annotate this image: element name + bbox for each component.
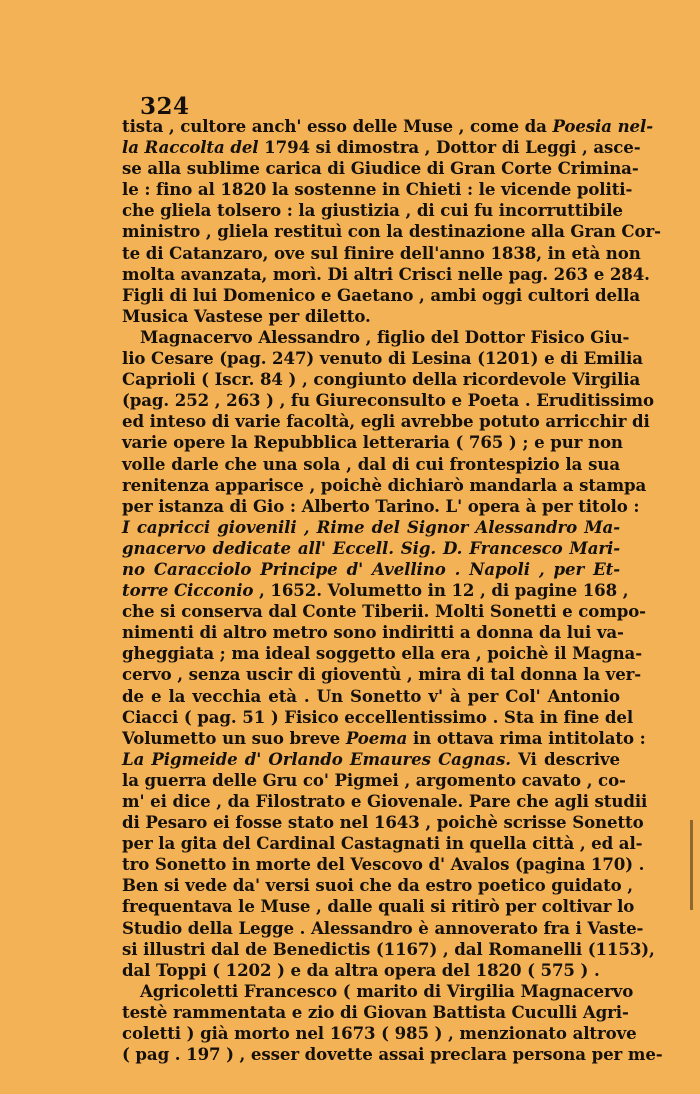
text-line: [122, 454, 620, 475]
text-line: [122, 559, 620, 580]
text-line: [122, 306, 620, 327]
text-segment: coletti ) già morto nel 1673 ( 985 ) , menzionato altrove: [122, 1023, 637, 1044]
text-line: [122, 137, 641, 158]
text-segment: che si conserva dal Conte Tiberii. Molti Sonetti e compo-: [122, 601, 646, 622]
text-line: [122, 622, 624, 643]
text-line: [122, 116, 653, 137]
text-line: [122, 580, 629, 601]
text-segment: , 1652. Volumetto in 12 , di pagine 168 ,: [253, 580, 629, 601]
margin-mark: [690, 820, 693, 910]
text-line: [122, 242, 641, 264]
text-line: [122, 601, 646, 622]
text-line: [122, 158, 639, 179]
text-line: [122, 432, 623, 453]
text-segment: Ciacci ( pag. 51 ) Fisico eccellentissimo . Sta in fine del: [122, 706, 634, 727]
text-segment: te di Catanzaro, ove sul finire dell'anno 1838, in età non: [122, 242, 641, 263]
text-line: [122, 411, 650, 432]
italic-text: I capricci giovenili , Rime del Signor Alessandro Ma-: [122, 516, 620, 537]
text-line: [122, 980, 634, 1002]
italic-text: Poema: [345, 727, 408, 748]
text-segment: m' ei dice , da Filostrato e Giovenale. Pare che agli studii: [122, 791, 648, 811]
text-segment: frequentava le Muse , dalle quali si ritirò per coltivar lo: [122, 896, 635, 917]
text-line: [122, 326, 630, 348]
text-segment: nimenti di altro metro sono indiritti a donna da lui va-: [122, 622, 624, 643]
text-segment: Volumetto un suo breve: [122, 727, 346, 748]
text-segment: dal Toppi ( 1202 ) e da altra opera del 1820 ( 575 ) .: [122, 959, 600, 980]
text-body: [122, 116, 663, 1065]
text-line: [122, 791, 648, 812]
text-line: [122, 474, 647, 496]
text-line: [122, 686, 620, 707]
text-line: [122, 1001, 629, 1023]
text-segment: renitenza apparisce , poichè dichiarò mandarla a stampa: [122, 474, 647, 495]
text-line: [122, 664, 642, 685]
text-line: [122, 369, 641, 390]
text-segment: gheggiata ; ma ideal soggetto ella era , poichè il Magna-: [122, 643, 642, 664]
text-segment: Musica Vastese per diletto.: [122, 305, 371, 326]
text-segment: ministro , gliela restituì con la destinazione alla Gran Cor-: [122, 221, 661, 242]
text-line: [122, 769, 626, 791]
text-line: [122, 495, 640, 517]
text-line: [122, 938, 655, 960]
text-segment: ed inteso di varie facoltà, egli avrebbe potuto arricchir di: [122, 411, 650, 432]
text-segment: Ben si vede da' versi suoi che da estro poetico guidato ,: [122, 875, 633, 896]
italic-text: Poesia nel-: [552, 116, 653, 136]
text-segment: de e la vecchia età . Un Sonetto v' à per Col' Antonio: [122, 685, 620, 706]
text-segment: Caprioli ( Iscr. 84 ) , congiunto della ricordevole Virgilia: [122, 369, 641, 390]
text-segment: molta avanzata, morì. Di altri Crisci nelle pag. 263 e 284.: [122, 263, 650, 284]
text-line: [122, 1044, 663, 1065]
text-line: [122, 390, 654, 411]
page-number: 324: [140, 93, 190, 120]
text-segment: Studio della Legge . Alessandro è annoverato fra i Vaste-: [122, 917, 644, 938]
text-segment: varie opere la Repubblica letteraria ( 765 ) ; e pur non: [122, 432, 623, 453]
text-line: [122, 517, 620, 538]
text-segment: le : fino al 1820 la sostenne in Chieti : le vicende politi-: [122, 179, 633, 200]
text-segment: Figli di lui Domenico e Gaetano , ambi oggi cultori della: [122, 284, 640, 305]
text-segment: (pag. 252 , 263 ) , fu Giureconsulto e Poeta . Eruditissimo: [122, 390, 654, 411]
text-segment: volle darle che una sola , dal di cui frontespizio la sua: [122, 453, 620, 474]
text-segment: tro Sonetto in morte del Vescovo d' Avalos (pagina 170) .: [122, 854, 645, 875]
text-line: [122, 1023, 637, 1044]
text-segment: cervo , senza uscir di gioventù , mira di tal donna la ver-: [122, 664, 642, 685]
italic-text: la Raccolta del: [122, 137, 259, 158]
text-line: [122, 749, 620, 770]
text-segment: testè rammentata e zio di Giovan Battista Cuculli Agri-: [122, 1001, 629, 1022]
text-line: [122, 706, 634, 728]
text-line: [122, 727, 646, 749]
text-segment: Magnacervo Alessandro , figlio del Dottor Fisico Giu-: [140, 326, 630, 347]
text-line: [122, 917, 644, 939]
text-segment: 1794 si dimostra , Dottor di Leggi , asce-: [258, 137, 641, 158]
text-segment: per la gita del Cardinal Castagnati in quella città , ed al-: [122, 833, 643, 854]
italic-text: no Caracciolo Principe d' Avellino . Napoli , per Et-: [122, 558, 620, 579]
text-segment: se alla sublime carica di Giudice di Gran Corte Crimina-: [122, 158, 639, 179]
text-segment: si illustri dal de Benedictis (1167) , dal Romanelli (1153),: [122, 938, 655, 959]
text-segment: per istanza di Gio : Alberto Tarino. L' opera à per titolo :: [122, 495, 640, 516]
italic-text: torre Cicconio: [122, 580, 254, 601]
text-line: [122, 221, 661, 242]
text-segment: Agricoletti Francesco ( marito di Virgilia Magnacervo: [140, 980, 634, 1001]
italic-text: gnacervo dedicate all' Eccell. Sig. D. Francesco Mari-: [122, 537, 620, 558]
text-line: [122, 960, 620, 981]
text-segment: che gliela tolsero : la giustizia , di cui fu incorruttibile: [122, 200, 623, 221]
text-segment: la guerra delle Gru co' Pigmei , argomento cavato , co-: [122, 769, 626, 790]
text-segment: tista , cultore anch' esso delle Muse , come da: [122, 116, 553, 136]
text-segment: ( pag . 197 ) , esser dovette assai preclara persona per me-: [122, 1044, 663, 1065]
text-segment: in ottava rima intitolato :: [407, 727, 646, 748]
text-segment: lio Cesare (pag. 247) venuto di Lesina (1201) e di Emilia: [122, 348, 643, 369]
text-line: [122, 812, 644, 833]
text-segment: di Pesaro ei fosse stato nel 1643 , poichè scrisse Sonetto: [122, 812, 644, 833]
text-line: [122, 643, 642, 664]
text-line: [122, 179, 633, 200]
text-line: [122, 896, 635, 917]
text-line: [122, 348, 643, 369]
text-segment: Vi descrive: [510, 748, 620, 769]
text-line: [122, 200, 623, 221]
text-line: [122, 538, 620, 559]
text-line: [122, 284, 640, 306]
text-line: [122, 875, 633, 896]
text-line: [122, 854, 645, 875]
text-line: [122, 833, 643, 854]
text-line: [122, 263, 650, 285]
italic-text: La Pigmeide d' Orlando Emaures Cagnas.: [122, 748, 511, 769]
